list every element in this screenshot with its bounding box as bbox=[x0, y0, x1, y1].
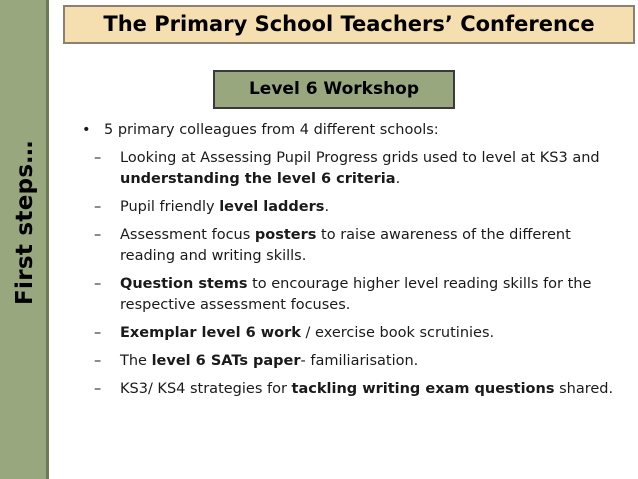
dash-icon: – bbox=[94, 325, 102, 341]
list-item: – Question stems to encourage higher level reading skills for the respective assessment focuses. bbox=[94, 276, 592, 313]
list-item: – Pupil friendly level ladders. bbox=[82, 197, 622, 218]
list-item: – KS3/ KS4 strategies for tackling writing exam questions shared. bbox=[82, 379, 622, 400]
list-item: – Exemplar level 6 work / exercise book scrutinies. bbox=[82, 323, 622, 344]
content-area bbox=[82, 120, 622, 407]
bullet-dot-icon: • bbox=[82, 122, 91, 138]
page-title: The Primary School Teachers’ Conference bbox=[103, 12, 595, 36]
dash-icon: – bbox=[94, 381, 102, 397]
sub-list bbox=[82, 148, 622, 400]
dash-icon: – bbox=[94, 227, 102, 243]
title-banner bbox=[63, 5, 635, 44]
list-item: – The level 6 SATs paper- familiarisation. bbox=[82, 351, 622, 372]
main-bullet bbox=[82, 120, 622, 141]
main-bullet-text: 5 primary colleagues from 4 different schools: bbox=[104, 122, 439, 138]
sidebar-label: First steps… bbox=[12, 140, 38, 305]
sidebar bbox=[0, 0, 49, 479]
dash-icon: – bbox=[94, 353, 102, 369]
dash-icon: – bbox=[94, 150, 102, 166]
dash-icon: – bbox=[94, 276, 102, 292]
list-item: – Assessment focus posters to raise awareness of the different reading and writing skills. bbox=[94, 227, 571, 264]
dash-icon: – bbox=[94, 199, 102, 215]
workshop-badge: Level 6 Workshop bbox=[213, 70, 455, 109]
list-item: – Looking at Assessing Pupil Progress grids used to level at KS3 and understanding the level 6 criteria. bbox=[94, 150, 600, 187]
